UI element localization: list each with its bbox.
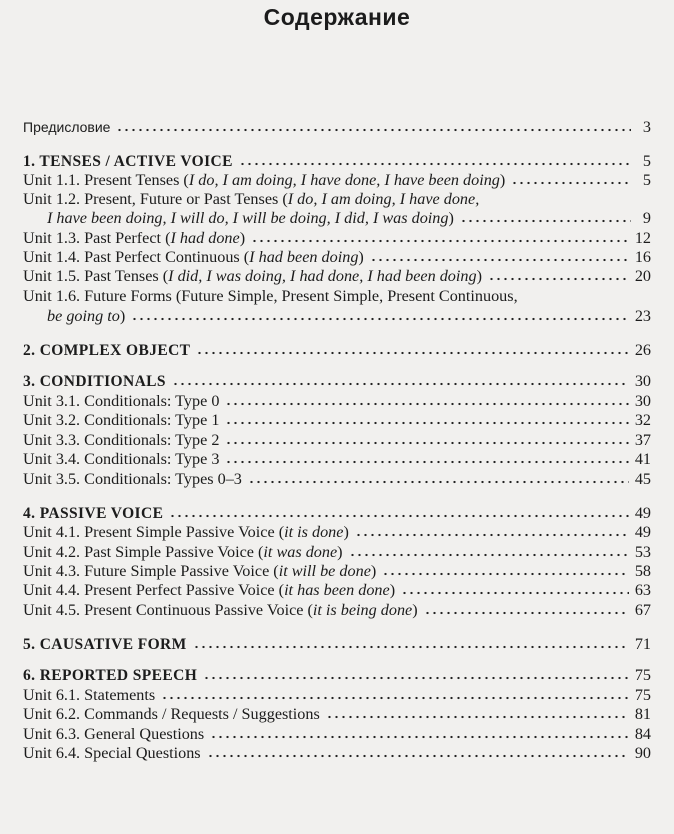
dot-leader — [382, 571, 629, 577]
dot-leader — [511, 180, 631, 186]
toc-entry-text: Unit 6.3. General Questions — [23, 725, 205, 743]
toc-entry-label — [23, 470, 242, 489]
toc-entry-label — [23, 562, 376, 581]
toc-entry-text: ) — [119, 307, 126, 325]
toc-entry-text: ) — [476, 267, 482, 285]
page-number: 30 — [634, 372, 651, 390]
toc-entry-label — [23, 705, 320, 724]
toc-unit-row — [23, 685, 651, 705]
dot-leader — [207, 753, 629, 759]
toc-entry-label — [23, 190, 479, 209]
toc-unit-row — [23, 170, 651, 190]
toc-section-row — [23, 340, 651, 360]
dot-leader — [225, 459, 628, 465]
dot-leader — [355, 532, 629, 538]
toc-entry-text: Unit 3.4. Conditionals: Type 3 — [23, 450, 220, 468]
toc-entry-text: Unit 3.3. Conditionals: Type 2 — [23, 431, 220, 449]
toc-unit-row — [23, 600, 651, 620]
page-number: 5 — [642, 152, 651, 170]
page-number: 49 — [634, 504, 651, 522]
page-number: 84 — [634, 725, 651, 743]
toc-entry-text: Unit 4.3. Future Simple Passive Voice ( — [23, 562, 279, 580]
toc-unit-row — [23, 410, 651, 430]
page-number: 20 — [634, 267, 651, 285]
page-number: 32 — [634, 411, 651, 429]
toc-entry-label — [47, 307, 125, 326]
toc-entry-text: Unit 1.6. Future Forms (Future Simple, Present Simple, Present Continuous, — [23, 287, 518, 305]
dot-leader — [210, 734, 629, 740]
toc-entry-example: it will be done — [278, 562, 371, 580]
dot-leader — [424, 610, 629, 616]
toc-section-row — [23, 634, 651, 654]
toc-entry-label — [47, 209, 454, 228]
toc-entry-label — [23, 523, 349, 542]
toc-entry-text: ) — [389, 581, 396, 599]
toc-entry-label — [23, 392, 219, 411]
dot-leader — [401, 590, 629, 596]
toc-entry-text: Unit 6.1. Statements — [23, 686, 156, 704]
dot-leader — [116, 127, 631, 133]
page-number: 41 — [634, 450, 651, 468]
toc-entry-example: I had done — [170, 229, 240, 247]
dot-leader — [196, 350, 628, 356]
toc-entry-text: Unit 3.1. Conditionals: Type 0 — [23, 392, 220, 410]
dot-leader — [239, 161, 631, 167]
toc-entry-text: Unit 4.4. Present Perfect Passive Voice ( — [23, 581, 285, 599]
toc-unit-row — [23, 469, 651, 489]
page-number: 30 — [634, 392, 651, 410]
dot-leader — [460, 218, 631, 224]
toc-entry-text: Unit 3.5. Conditionals: Types 0–3 — [23, 470, 242, 488]
page-number: 58 — [634, 562, 651, 580]
toc-entry-label: 1. TENSES / ACTIVE VOICE — [23, 153, 233, 170]
toc-entry-label: 3. CONDITIONALS — [23, 373, 166, 390]
toc-entry-label — [23, 171, 505, 190]
toc-unit-row — [23, 391, 651, 411]
toc-entry-text: ) — [343, 523, 349, 541]
toc-continuation-row — [23, 306, 651, 326]
toc-entry-text: Unit 1.1. Present Tenses ( — [23, 171, 189, 189]
dot-leader — [349, 552, 629, 558]
page-number: 16 — [634, 248, 651, 266]
toc-entry-text: Unit 6.2. Commands / Requests / Suggestions — [23, 705, 320, 723]
toc-entry-text: Unit 1.3. Past Perfect ( — [23, 229, 171, 247]
toc-entry-text: ) — [412, 601, 418, 619]
toc-entry-text: ) — [370, 562, 377, 580]
dot-leader — [251, 238, 629, 244]
page-number: 67 — [634, 601, 651, 619]
toc-entry-example: it was done — [263, 543, 338, 561]
toc-entry-label — [23, 248, 364, 267]
toc-entry-label — [23, 725, 204, 744]
toc-entry-label: 5. CAUSATIVE FORM — [23, 636, 187, 653]
toc-entry-text: Unit 4.2. Past Simple Passive Voice ( — [23, 543, 264, 561]
toc-entry-label — [23, 601, 418, 620]
page-number: 49 — [634, 523, 651, 541]
toc-entry-text: ) — [499, 171, 506, 189]
page-number: 26 — [634, 341, 651, 359]
dot-leader — [248, 479, 629, 485]
toc-unit-row — [23, 724, 651, 744]
dot-leader — [131, 316, 629, 322]
toc-entry-label — [23, 267, 482, 286]
toc-unit-row — [23, 449, 651, 469]
toc-entry-text: Unit 4.5. Present Continuous Passive Voice ( — [23, 601, 313, 619]
page-title: Содержание — [263, 4, 411, 30]
page-number: 23 — [634, 307, 651, 325]
toc-entry-text: Unit 4.1. Present Simple Passive Voice ( — [23, 523, 285, 541]
toc-entry-example: I do, I am doing, I have done, — [287, 190, 480, 208]
toc-unit-row — [23, 743, 651, 763]
page-number: 75 — [634, 666, 651, 684]
toc-entry-example: it has been done — [284, 581, 390, 599]
toc-entry-example: I have been doing, I will do, I will be doing, I did, I was doing — [47, 209, 449, 227]
toc-entry-label — [23, 581, 395, 600]
dot-leader — [225, 420, 628, 426]
toc-unit-row — [23, 286, 651, 306]
toc-entry-label — [23, 411, 219, 430]
toc-entry-label: 4. PASSIVE VOICE — [23, 505, 164, 522]
toc-entry-text: ) — [448, 209, 454, 227]
toc-entry-text: Unit 1.5. Past Tenses ( — [23, 267, 169, 285]
page-number: 90 — [634, 744, 651, 762]
toc-unit-row — [23, 580, 651, 600]
toc-entry-example: be going to — [47, 307, 120, 325]
page-number: 12 — [634, 229, 651, 247]
page-number: 81 — [634, 705, 651, 723]
page-number: 45 — [634, 470, 651, 488]
dot-leader — [225, 401, 628, 407]
toc-section-row — [23, 503, 651, 523]
toc-entry-example: I do, I am doing, I have done, I have been doing — [188, 171, 500, 189]
toc-entry-label — [23, 686, 155, 705]
page-number: 75 — [634, 686, 651, 704]
toc-entry-example: it is being done — [312, 601, 413, 619]
toc-section-row — [23, 151, 651, 171]
toc-unit-row — [23, 522, 651, 542]
toc-entry-text: ) — [358, 248, 364, 266]
toc-entry-text: Unit 1.2. Present, Future or Past Tenses ( — [23, 190, 288, 208]
toc-unit-row — [23, 430, 651, 450]
toc-entry-example: it is done — [284, 523, 344, 541]
page-number: 53 — [634, 543, 651, 561]
toc-entry-label: 2. COMPLEX OBJECT — [23, 342, 191, 359]
toc-preface-row — [23, 117, 651, 137]
dot-leader — [370, 257, 629, 263]
toc-unit-row — [23, 542, 651, 562]
toc-entry-text: Unit 3.2. Conditionals: Type 1 — [23, 411, 220, 429]
page-number: 9 — [642, 209, 651, 227]
toc-entry-label — [23, 450, 219, 469]
toc-entry-text: ) — [239, 229, 246, 247]
toc-entry-text: Unit 6.4. Special Questions — [23, 744, 201, 762]
dot-leader — [169, 513, 628, 519]
toc-unit-row — [23, 247, 651, 267]
page-number: 63 — [634, 581, 651, 599]
toc-section-row — [23, 371, 651, 391]
toc-entry-label — [23, 744, 201, 763]
toc-unit-row — [23, 189, 651, 209]
toc-section-row — [23, 665, 651, 685]
dot-leader — [172, 381, 629, 387]
toc-entry-label: 6. REPORTED SPEECH — [23, 667, 198, 684]
page-number: 5 — [642, 171, 651, 189]
toc-entry-example: I did, I was doing, I had done, I had been doing — [168, 267, 477, 285]
toc-unit-row — [23, 266, 651, 286]
dot-leader — [161, 695, 629, 701]
toc-unit-row — [23, 228, 651, 248]
toc-entry-text: Unit 1.4. Past Perfect Continuous ( — [23, 248, 250, 266]
page-number: 71 — [634, 635, 651, 653]
dot-leader — [203, 675, 629, 681]
toc-continuation-row — [23, 208, 651, 228]
dot-leader — [326, 714, 629, 720]
dot-leader — [225, 440, 628, 446]
toc-entry-example: I had been doing — [249, 248, 359, 266]
toc-entry-text: ) — [337, 543, 343, 561]
dot-leader — [488, 276, 629, 282]
toc-unit-row — [23, 704, 651, 724]
page-number: 37 — [634, 431, 651, 449]
toc-unit-row — [23, 561, 651, 581]
toc-entry-label — [23, 229, 245, 248]
dot-leader — [193, 644, 629, 650]
toc-entry-label — [23, 287, 518, 306]
toc-entry-label — [23, 431, 219, 450]
page-number: 3 — [642, 118, 651, 136]
toc-entry-label — [23, 543, 343, 562]
toc-entry-label: Предисловие — [23, 119, 111, 135]
